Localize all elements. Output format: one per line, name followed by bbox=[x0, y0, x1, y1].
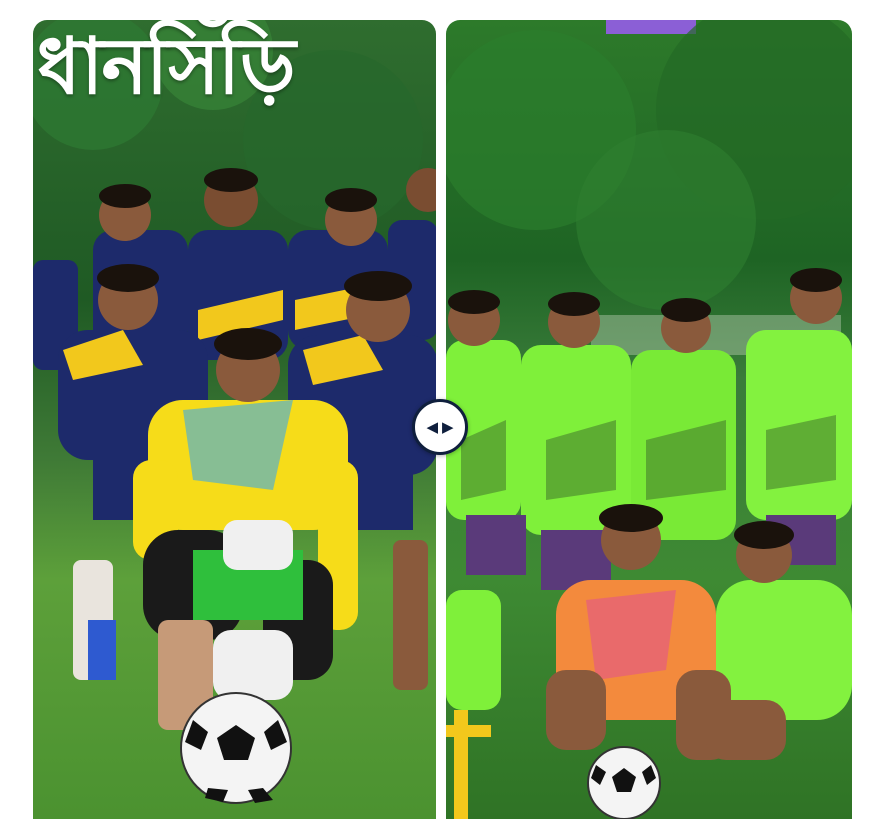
after-photo-panel bbox=[446, 20, 852, 819]
before-photo-panel bbox=[33, 20, 436, 819]
left-football bbox=[181, 693, 291, 803]
left-team-photo bbox=[33, 20, 436, 819]
arrow-left-icon: ◀ bbox=[426, 417, 438, 436]
team-name-overlay: ধানসিঁড়ি bbox=[37, 22, 294, 112]
right-team-photo bbox=[446, 20, 852, 819]
right-football bbox=[588, 747, 660, 819]
compare-slider-handle[interactable] bbox=[412, 399, 468, 455]
arrow-right-icon: ▶ bbox=[442, 417, 454, 436]
